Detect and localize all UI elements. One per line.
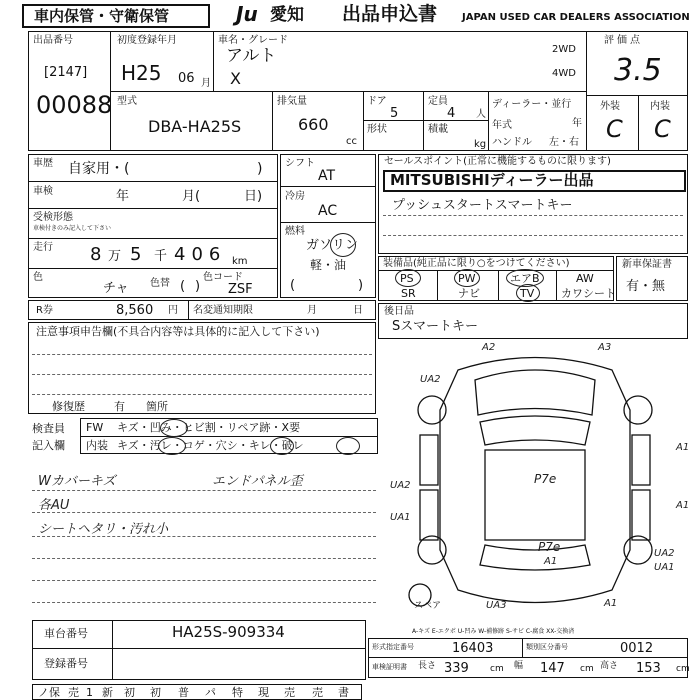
mark-a3-top: A3 — [598, 342, 612, 353]
footer-item-6: 普 — [178, 686, 189, 699]
acceptance-label: 受検形態 — [33, 212, 73, 223]
mark-a1-right2: A1 — [676, 500, 690, 511]
width-value: 147 — [540, 661, 565, 676]
acceptance-note: 車検付きのみ記入して下さい — [33, 225, 112, 232]
hand-note-1: Wカバーキズ — [38, 474, 116, 489]
type-number-value: 16403 — [452, 641, 494, 656]
repair-value: 有 — [114, 400, 125, 413]
divider — [522, 638, 523, 657]
selling-line1: MITSUBISHIディーラー出品 — [390, 171, 594, 189]
color-code-label: 色コード — [203, 272, 243, 283]
height-value: 153 — [636, 661, 661, 676]
recycle-label: R券 — [36, 305, 53, 316]
mark-a1-bottom: A1 — [604, 598, 618, 609]
use-close: ) — [257, 161, 263, 177]
model-grade: X — [230, 69, 241, 88]
mileage-label: 走行 — [33, 242, 53, 253]
doors-value: 5 — [390, 106, 399, 121]
capacity-label: 定員 — [428, 96, 448, 107]
divider — [383, 215, 683, 216]
doors-label: ドア — [367, 96, 387, 107]
inspection-label: 車検 — [33, 186, 53, 197]
mark-a1-right: A1 — [676, 442, 690, 453]
divider — [280, 186, 376, 187]
registration-label: 初度登録年月 — [117, 35, 177, 46]
equip-tv-circle — [516, 284, 540, 302]
shift-value: AT — [318, 168, 336, 184]
lot-label: 出品番号 — [33, 35, 73, 46]
recycle-unit: 円 — [168, 305, 178, 316]
displacement-unit: cc — [346, 136, 357, 147]
footer-item-10: 売 — [284, 686, 295, 699]
divider — [363, 91, 364, 151]
class-number-label: 類別区分番号 — [526, 643, 568, 651]
exterior-items: キズ・凹み・ヒビ割・リペア跡・X要 — [117, 421, 301, 434]
score-value: 3.5 — [614, 53, 662, 88]
divider — [586, 95, 688, 96]
use-value: 自家用・( — [68, 161, 130, 177]
mark-a2-top: A2 — [482, 342, 496, 353]
fuel-close: ) — [358, 278, 364, 293]
mileage-u1: 万 — [108, 249, 122, 264]
aftermarket-value: Sスマートキー — [392, 319, 478, 334]
diagram-legend: A-キズ E-エクボ U-凹み W-補修跡 S-サビ C-腐食 XX-交換済 — [412, 628, 575, 635]
hand-note-3: シートヘタリ・汚れ小 — [38, 522, 169, 537]
footer-item-12: 書 — [338, 686, 349, 699]
equip-pw-circle — [454, 269, 480, 287]
mileage-d1: 8 — [90, 244, 102, 265]
divider — [32, 580, 376, 581]
int-circle-2 — [270, 437, 294, 455]
score-interior-label: 内装 — [650, 101, 670, 112]
divider — [28, 268, 278, 269]
divider — [28, 208, 278, 209]
color-open: ( — [180, 279, 186, 294]
color-change-label: 色替 — [150, 278, 170, 289]
inspector-label1: 検査員 — [32, 422, 65, 435]
selling-line2: プッシュスタートスマートキー — [392, 198, 573, 213]
divider — [80, 436, 378, 437]
equip-ps-circle — [395, 269, 421, 287]
mark-ua1-right: UA1 — [654, 562, 675, 573]
repair-label: 修復歴 — [52, 400, 85, 413]
ext-circle — [160, 419, 188, 437]
mark-ua2-mid: UA2 — [390, 480, 411, 491]
footer-item-0: ノ保 — [38, 686, 60, 699]
load-unit: kg — [474, 139, 487, 150]
class-number-value: 0012 — [620, 641, 654, 656]
model-label: 車名・グレード — [218, 35, 288, 46]
ac-label: 冷房 — [285, 191, 305, 202]
equip-leather: カワシート — [561, 287, 616, 300]
type-label: 型式 — [117, 96, 137, 107]
equip-navi: ナビ — [458, 287, 480, 300]
divider — [32, 648, 366, 649]
registration-month: 06 — [178, 71, 195, 86]
warranty-value: 有・無 — [626, 279, 666, 294]
divider — [32, 512, 376, 513]
divider — [110, 91, 586, 92]
shape-label: 形状 — [367, 124, 387, 135]
equip-ps: PS — [400, 272, 414, 285]
height-unit: cm — [676, 664, 690, 674]
hand-note-2: 各AU — [38, 498, 70, 513]
spare-label: スペア — [414, 601, 442, 611]
fuel-diesel: 軽・油 — [310, 258, 347, 272]
footer-item-7: パ — [205, 686, 216, 699]
fw-tag: FW — [86, 421, 104, 434]
warranty-label: 新車保証書 — [622, 259, 672, 270]
score-exterior: C — [606, 115, 623, 143]
equip-aw: AW — [576, 272, 594, 285]
divider — [498, 270, 499, 301]
divider — [437, 270, 438, 301]
ju-logo: Ju — [236, 2, 258, 26]
footer-item-3: 新 — [102, 686, 113, 699]
divider — [556, 270, 557, 301]
divider — [586, 31, 587, 151]
chassis-label: 車台番号 — [44, 627, 88, 640]
fuel-label: 燃料 — [285, 226, 305, 237]
score-exterior-label: 外装 — [600, 101, 620, 112]
mark-ua2-right: UA2 — [654, 548, 675, 559]
fuel-circle — [330, 233, 356, 257]
inspector-label2: 記入欄 — [32, 439, 65, 452]
capacity-value: 4 — [447, 106, 456, 121]
equip-airbag: エアB — [510, 272, 540, 285]
registration-era: H25 — [121, 61, 162, 85]
notice-month: 月 — [307, 305, 317, 316]
score-label: 評価点 — [604, 35, 643, 46]
divider — [488, 91, 489, 151]
ac-value: AC — [318, 203, 338, 219]
association-name: JAPAN USED CAR DEALERS ASSOCIATION — [462, 12, 690, 23]
registration-month-unit: 月 — [201, 78, 211, 89]
mark-ua2-left: UA2 — [420, 374, 441, 385]
color-code: ZSF — [228, 282, 253, 297]
mileage-u2: 千 — [154, 249, 168, 264]
divider — [32, 354, 372, 355]
repair-place: 箇所 — [146, 400, 168, 413]
divider — [638, 95, 639, 151]
aftermarket-label: 後日品 — [384, 306, 414, 317]
displacement-label: 排気量 — [277, 96, 307, 107]
footer-item-2: 1 — [86, 686, 93, 699]
color-label: 色 — [33, 272, 43, 283]
equip-pw: PW — [458, 272, 476, 285]
mark-ua3-bottom: UA3 — [486, 600, 507, 611]
fuel-gas: ガソリン — [306, 238, 359, 253]
year-unit: 年 — [572, 118, 582, 129]
dealer-label: ディーラー・並行 — [492, 99, 572, 110]
lot-sub: [2147] — [44, 65, 88, 80]
header-tag: 車内保管・守衛保管 — [34, 7, 170, 25]
divider — [32, 394, 372, 395]
color-close: ) — [195, 279, 201, 294]
score-interior: C — [654, 115, 671, 143]
mileage-d3: 406 — [174, 244, 227, 265]
use-label: 車歴 — [33, 158, 53, 169]
footer-item-8: 特 — [232, 686, 243, 699]
model-name: アルト — [226, 46, 277, 66]
displacement-value: 660 — [298, 115, 329, 134]
length-value: 339 — [444, 661, 469, 676]
inspection-month: 月( — [182, 189, 201, 204]
footer-item-5: 初 — [150, 686, 161, 699]
org-name: 愛知 — [270, 5, 304, 25]
divider — [383, 235, 683, 236]
divider — [112, 620, 113, 680]
footer-item-9: 現 — [258, 686, 269, 699]
notice-day: 日 — [353, 305, 363, 316]
fuel-open: ( — [290, 278, 296, 293]
drive-4wd: 4WD — [552, 68, 576, 79]
cert-label: 車検証明書 — [372, 663, 407, 671]
int-circle-1 — [158, 437, 186, 455]
handle-opts: 左・右 — [549, 137, 579, 148]
divider — [32, 558, 376, 559]
divider — [280, 222, 376, 223]
capacity-unit: 人 — [476, 109, 486, 120]
equip-sr: SR — [401, 287, 416, 300]
form-title: 出品申込書 — [342, 3, 438, 25]
divider — [32, 374, 372, 375]
mileage-d2: 5 — [130, 244, 142, 265]
selling-label: セールスポイント(正常に機能するものに限ります) — [384, 156, 611, 167]
divider — [272, 91, 273, 151]
width-unit: cm — [580, 664, 594, 674]
chassis-value: HA25S-909334 — [172, 623, 285, 641]
lot-number: 00088 — [36, 91, 113, 119]
mark-ua1-left: UA1 — [390, 512, 411, 523]
drive-2wd: 2WD — [552, 44, 576, 55]
equip-tv: TV — [520, 287, 535, 300]
footer-item-4: 初 — [124, 686, 135, 699]
divider — [423, 91, 424, 151]
divider — [28, 181, 278, 182]
year-label: 年式 — [492, 120, 512, 131]
divider — [32, 490, 376, 491]
equipment-label: 装備品(純正品に限り○をつけてください) — [383, 258, 570, 269]
mileage-unit: km — [232, 256, 248, 267]
divider — [188, 300, 189, 320]
height-label: 高さ — [600, 661, 619, 671]
length-unit: cm — [490, 664, 504, 674]
divider — [28, 238, 278, 239]
divider — [213, 31, 214, 91]
recycle-value: 8,560 — [116, 303, 154, 318]
int-circle-3 — [336, 437, 360, 455]
inspection-year: 年 — [116, 189, 130, 204]
mark-p7e-rear: P7e — [538, 540, 561, 554]
color-value: チャ — [103, 281, 129, 296]
type-number-label: 形式指定番号 — [372, 643, 414, 651]
notes-label: 注意事項申告欄(不具合内容等は具体的に記入して下さい) — [36, 325, 320, 338]
mark-a1-rear: A1 — [544, 556, 558, 567]
footer-item-11: 売 — [312, 686, 323, 699]
hand-note-4: エンドパネル歪 — [212, 474, 303, 489]
width-label: 幅 — [514, 661, 524, 671]
divider — [32, 536, 376, 537]
handle-label: ハンドル — [492, 137, 532, 148]
mark-p7e-roof: P7e — [534, 472, 557, 486]
length-label: 長さ — [418, 661, 437, 671]
load-label: 積載 — [428, 124, 448, 135]
divider — [363, 120, 488, 121]
footer-item-1: 売 — [68, 686, 79, 699]
notice-label: 名変通知期限 — [193, 305, 253, 316]
type-value: DBA-HA25S — [148, 117, 242, 136]
divider — [368, 657, 688, 658]
shift-label: シフト — [285, 158, 315, 169]
plate-label: 登録番号 — [44, 657, 88, 670]
interior-items: キズ・汚レ・コゲ・穴シ・キレ・破レ — [117, 439, 304, 452]
inspection-day: 日) — [244, 189, 263, 204]
interior-tag: 内装 — [86, 439, 108, 452]
divider — [32, 602, 376, 603]
